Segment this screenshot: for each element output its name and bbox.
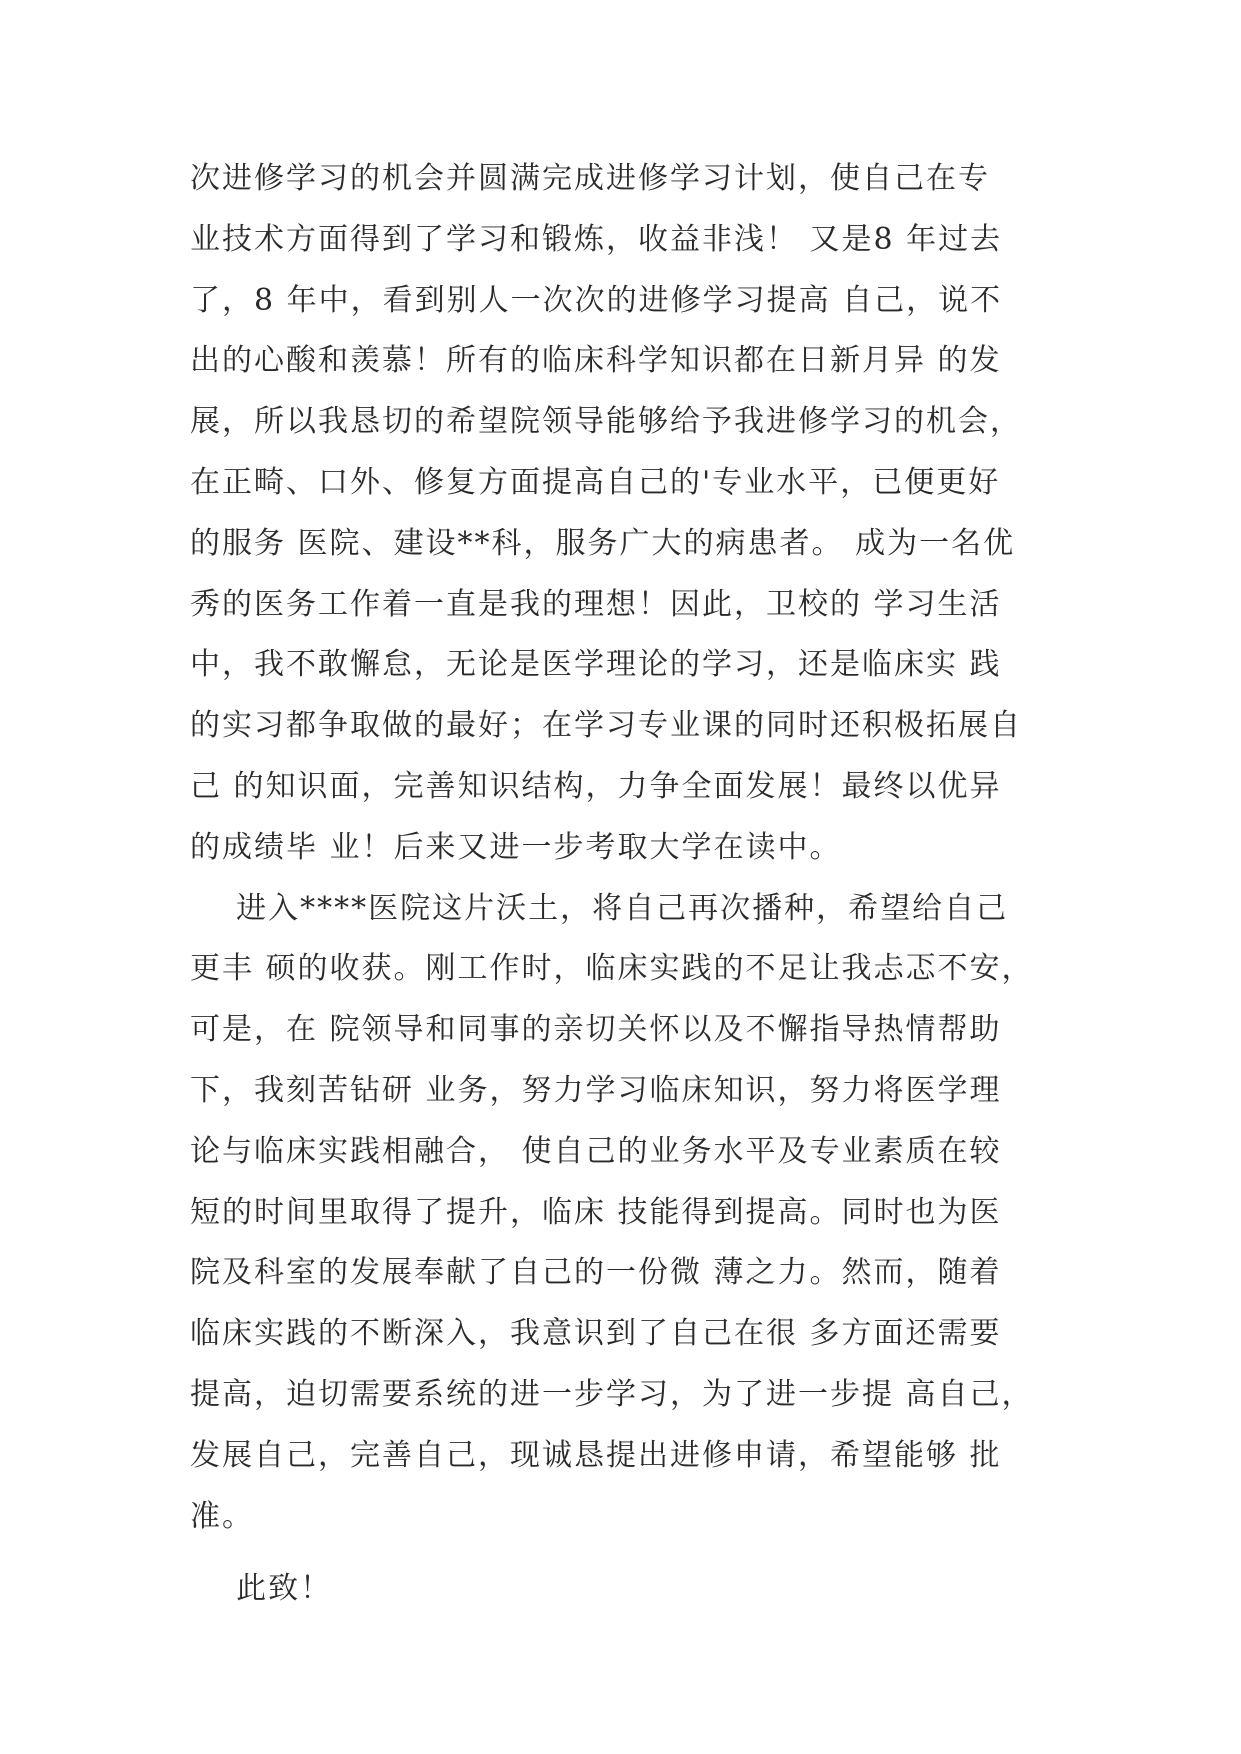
- paragraph-2: [190, 890, 1070, 1559]
- closing-salutation: 此致！: [190, 1571, 333, 1607]
- text-line: 展，所以我恳切的希望院领导能够给予我进修学习的机会，: [190, 404, 1022, 440]
- text-line: 在正畸、口外、修复方面提高自己的'专业水平，已便更好: [190, 464, 1001, 500]
- text-line: 中，我不敢懈怠，无论是医学理论的学习，还是临床实 践: [190, 647, 1002, 683]
- text-line: 准。: [190, 1498, 254, 1534]
- text-line: 短的时间里取得了提升，临床 技能得到提高。同时也为医: [190, 1194, 1002, 1230]
- text-line: 的成绩毕 业！后来又进一步考取大学在读中。: [190, 829, 842, 865]
- text-line: 进入****医院这片沃土，将自己再次播种，希望给自己: [190, 890, 1009, 926]
- text-line: 己 的知识面，完善知识结构，力争全面发展！最终以优异: [190, 768, 1002, 804]
- text-line: 的实习都争取做的最好；在学习专业课的同时还积极拓展自: [190, 708, 1022, 744]
- text-line: 临床实践的不断深入，我意识到了自己在很 多方面还需要: [190, 1316, 1002, 1352]
- text-line: 院及科室的发展奉献了自己的一份微 薄之力。然而，随着: [190, 1255, 1002, 1291]
- text-line: 论与临床实践相融合， 使自己的业务水平及专业素质在较: [190, 1133, 1002, 1169]
- text-line: 下，我刻苦钻研 业务，努力学习临床知识，努力将医学理: [190, 1072, 1002, 1108]
- text-line: 可是，在 院领导和同事的亲切关怀以及不懈指导热情帮助: [190, 1012, 1002, 1048]
- text-line: 提高，迫切需要系统的进一步学习，为了进一步提 高自己，: [190, 1376, 1034, 1412]
- text-line: 了，8 年中，看到别人一次次的进修学习提高 自己，说不: [190, 282, 1003, 318]
- text-line: 更丰 硕的收获。刚工作时，临床实践的不足让我忐忑不安，: [190, 951, 1034, 987]
- text-line: 次进修学习的机会并圆满完成进修学习计划，使自己在专: [190, 161, 990, 196]
- text-line: 业技术方面得到了学习和锻炼，收益非浅！ 又是8 年过去: [190, 221, 1003, 257]
- paragraph-gap: [190, 1558, 1070, 1570]
- text-line: 的服务 医院、建设**科，服务广大的病患者。 成为一名优: [190, 525, 1016, 561]
- text-line: 秀的医务工作着一直是我的理想！因此，卫校的 学习生活: [190, 586, 1002, 622]
- letter-body: [190, 160, 1070, 1631]
- text-line: 发展自己，完善自己，现诚恳提出进修申请，希望能够 批: [190, 1437, 1002, 1473]
- text-line: 出的心酸和羡慕！所有的临床科学知识都在日新月异 的发: [190, 343, 1002, 379]
- paragraph-1: [190, 160, 1070, 890]
